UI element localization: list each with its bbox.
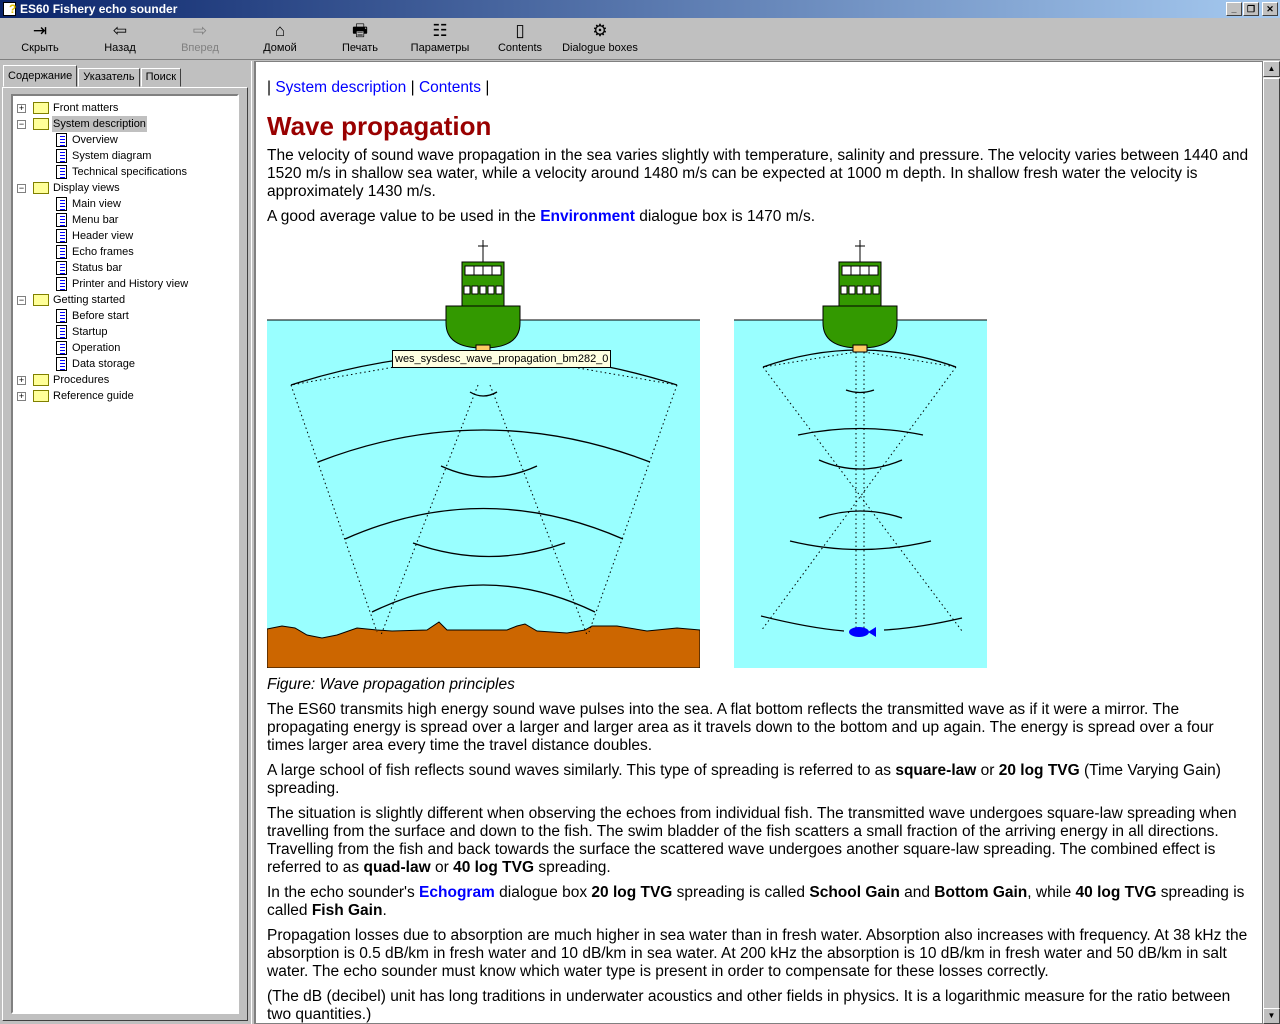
folder-icon	[33, 374, 49, 386]
bold-term: square-law	[895, 762, 977, 779]
tree-item[interactable]	[13, 292, 233, 308]
tree-item-label: Main view	[72, 198, 121, 210]
toolbar-button-label: Вперед	[181, 42, 219, 54]
text: (The dB (decibel) unit has long traditions in underwater acoustics and other fields in physics. It is a logarithmic measure for the ratio between two quantities.)	[267, 988, 1231, 1023]
text: or	[976, 762, 999, 779]
open-folder-icon	[33, 294, 49, 306]
paragraph	[267, 147, 1252, 201]
paragraph	[267, 762, 1252, 798]
tree-item-label: Header view	[72, 230, 134, 242]
text: In the echo sounder's	[267, 884, 420, 901]
scroll-thumb[interactable]	[1263, 78, 1280, 1013]
text: The ES60 transmits high energy sound wave pulses into the sea. A flat bottom reflects the transmitted wave as if it were a mirror. The propagating energy is spread over a larger and larger area as it travels down to the bottom and up again. The energy is spread over a four times larger area every time the travel distance doubles.	[267, 701, 1214, 754]
tree-item[interactable]	[13, 212, 233, 228]
tree-item-label: Status bar	[72, 262, 123, 274]
page-icon	[56, 133, 67, 147]
tree-item[interactable]	[13, 148, 233, 164]
tree-item-label: Echo frames	[72, 246, 134, 258]
link-environment[interactable]: Environment	[540, 208, 635, 225]
toolbar-button-label: Назад	[104, 42, 136, 54]
text: (Time Varying Gain) spreading.	[267, 762, 1221, 797]
topic-pane	[255, 61, 1263, 1024]
tree-item[interactable]	[13, 116, 233, 132]
navigation-pane	[0, 61, 251, 1024]
tab-search[interactable]: Поиск	[141, 68, 181, 87]
page-icon	[56, 325, 67, 339]
bold-term: 20 log TVG	[591, 884, 673, 901]
tree-item[interactable]	[13, 356, 233, 372]
tree-item[interactable]	[13, 388, 233, 404]
wave-propagation-bottom-diagram	[267, 238, 700, 668]
tree-item[interactable]	[13, 276, 233, 292]
text: spreading is called	[267, 884, 1245, 919]
tree-item[interactable]	[13, 164, 233, 180]
open-folder-icon	[33, 118, 49, 130]
tree-item[interactable]	[13, 260, 233, 276]
text: A large school of fish reflects sound waves similarly. This type of spreading is referred to as	[267, 762, 896, 779]
paragraph	[267, 927, 1252, 981]
page-icon	[56, 357, 67, 371]
tree-item-label: Data storage	[72, 358, 135, 370]
page-icon	[56, 261, 67, 275]
tree-item[interactable]	[13, 132, 233, 148]
toolbar-button-label: Скрыть	[21, 42, 59, 54]
tree-item[interactable]	[13, 340, 233, 356]
ship-icon	[446, 240, 520, 352]
minimize-button[interactable]: _	[1226, 2, 1242, 16]
printer-icon: 🖶	[351, 21, 369, 40]
tree-item-label: Procedures	[53, 374, 110, 386]
restore-button[interactable]: ❐	[1243, 2, 1259, 16]
page-icon	[56, 149, 67, 163]
scroll-up-button[interactable]: ▲	[1263, 61, 1280, 77]
tree-item-label: Startup	[72, 326, 108, 338]
paragraph	[267, 701, 1252, 755]
toolbar-button-label: Contents	[497, 42, 543, 54]
link-echogram[interactable]: Echogram	[419, 884, 495, 901]
bold-term: 40 log TVG	[1075, 884, 1157, 901]
figure-caption: Figure: Wave propagation principles	[267, 676, 515, 693]
tree-item-label: Menu bar	[72, 214, 119, 226]
text: spreading.	[534, 859, 611, 876]
collapse-icon[interactable]: −	[18, 183, 25, 193]
text: The velocity of sound wave propagation in the sea varies slightly with temperature, salinity and pressure. The velocity varies between 1440 and 1520 m/s in shallow sea water, while a velocity around 1480 m/s can be expected at 1000 m depth. In shallow fresh water the velocity is approximately 1430 m/s.	[267, 147, 1249, 200]
text: A good average value to be used in the	[267, 208, 541, 225]
bold-term: 20 log TVG	[998, 762, 1080, 779]
page-icon	[56, 245, 67, 259]
ship-icon	[823, 240, 897, 352]
toolbar-button-hide[interactable]	[0, 20, 80, 54]
breadcrumb	[267, 79, 1252, 97]
scroll-down-button[interactable]: ▼	[1263, 1008, 1280, 1024]
tree-item-label: Reference guide	[53, 390, 134, 402]
tree-item-label: Before start	[72, 310, 129, 322]
expand-icon[interactable]: +	[18, 375, 25, 385]
toolbar-button-contents[interactable]	[480, 20, 560, 54]
text: .	[382, 902, 387, 919]
paragraph	[267, 988, 1252, 1024]
toolbar-button-dialogue-boxes[interactable]	[560, 20, 640, 54]
text: or	[430, 859, 454, 876]
text: The situation is slightly different when observing the echoes from individual fish. The transmitted wave undergoes square-law spreading when travelling from the surface and down to the fish. The swim bladder of the fish scatters a small fraction of the arriving energy in all directions. Travelling from the fish and back towards the surface the scattered wave undergoes another square-law spreading. The combined effect is referred to as	[267, 805, 1237, 876]
folder-icon	[33, 390, 49, 402]
tree-item[interactable]	[13, 244, 233, 260]
close-button[interactable]: ✕	[1262, 2, 1278, 16]
toolbar-button-options[interactable]	[400, 20, 480, 54]
tree-item-label: Front matters	[53, 102, 119, 114]
toolbar-button-label: Печать	[341, 42, 379, 54]
tree-item-label: System description	[53, 118, 146, 130]
separator: |	[410, 79, 415, 96]
toolbar-button-label: Параметры	[410, 42, 470, 54]
page-icon	[56, 229, 67, 243]
text: spreading is called	[672, 884, 810, 901]
toolbar-button-label: Dialogue boxes	[562, 42, 638, 54]
tree-item[interactable]	[13, 308, 233, 324]
tree-item-label: Overview	[72, 134, 118, 146]
tree-item-label: System diagram	[72, 150, 152, 162]
link-system-description[interactable]: System description	[275, 79, 407, 96]
bold-term: 40 log TVG	[453, 859, 535, 876]
wave-propagation-fish-diagram	[734, 238, 987, 668]
paragraph	[267, 208, 1252, 226]
options-icon: ☷	[432, 21, 448, 40]
tab-contents[interactable]: Содержание	[3, 65, 77, 87]
tree-item[interactable]	[13, 196, 233, 212]
tree-item-label: Technical specifications	[72, 166, 187, 178]
hide-icon: ⇥	[32, 21, 48, 40]
toolbar	[0, 18, 1280, 60]
tab-index[interactable]: Указатель	[78, 68, 139, 87]
text: dialogue box	[494, 884, 592, 901]
collapse-icon[interactable]: −	[18, 119, 25, 129]
figure	[267, 238, 1252, 668]
folder-icon	[33, 102, 49, 114]
separator: |	[267, 79, 272, 96]
dialogue-boxes-icon: ⚙	[592, 21, 608, 40]
toolbar-button-label: Домой	[263, 42, 297, 54]
tree-item[interactable]	[13, 228, 233, 244]
tree-item-label: Display views	[53, 182, 120, 194]
separator: |	[485, 79, 490, 96]
text: dialogue box is 1470 m/s.	[634, 208, 816, 225]
bold-term: quad-law	[363, 859, 431, 876]
link-contents[interactable]: Contents	[418, 79, 481, 96]
help-app-icon	[3, 2, 16, 16]
toolbar-button-printer[interactable]	[320, 20, 400, 54]
text: and	[899, 884, 935, 901]
page-icon	[56, 213, 67, 227]
bold-term: School Gain	[809, 884, 900, 901]
toolbar-button-forward-arrow[interactable]	[160, 20, 240, 54]
tree-item-label: Printer and History view	[72, 278, 189, 290]
home-icon: ⌂	[274, 21, 286, 40]
toolbar-button-home[interactable]	[240, 20, 320, 54]
collapse-icon[interactable]: −	[18, 295, 25, 305]
tree-item[interactable]	[13, 372, 233, 388]
tree-item[interactable]	[13, 180, 233, 196]
expand-icon[interactable]: +	[18, 391, 25, 401]
expand-icon[interactable]: +	[18, 103, 25, 113]
title-bar	[0, 0, 1280, 18]
text: , while	[1027, 884, 1076, 901]
text: Propagation losses due to absorption are much higher in sea water than in fresh water. Absorption also increases with frequency. At 38 kHz the absorption is 0.5 dB/km in fresh water and 10 dB/km in sea water. At 200 kHz the absorption is 10 dB/km in fresh water and 50 dB/km in salt water. The echo sounder must know which water type is present in order to compensate for these losses correctly.	[267, 927, 1248, 980]
paragraph	[267, 884, 1252, 920]
open-folder-icon	[33, 182, 49, 194]
vertical-scrollbar[interactable]	[1263, 61, 1280, 1024]
page-icon	[56, 197, 67, 211]
tree-item[interactable]	[13, 324, 233, 340]
bold-term: Bottom Gain	[934, 884, 1028, 901]
tree-item-label: Getting started	[53, 294, 126, 306]
back-arrow-icon: ⇦	[112, 21, 128, 40]
paragraph	[267, 805, 1252, 877]
window-title: ES60 Fishery echo sounder	[20, 2, 178, 16]
bold-term: Fish Gain	[311, 902, 383, 919]
page-icon	[56, 165, 67, 179]
tree-item-label: Operation	[72, 342, 121, 354]
forward-arrow-icon: ⇨	[192, 21, 208, 40]
page-icon	[56, 309, 67, 323]
toolbar-button-back-arrow[interactable]	[80, 20, 160, 54]
contents-tree	[11, 94, 239, 1014]
tree-item[interactable]	[13, 100, 233, 116]
image-tooltip: wes_sysdesc_wave_propagation_bm282_0	[392, 350, 611, 368]
page-icon	[56, 341, 67, 355]
page-title: Wave propagation	[267, 111, 492, 141]
page-icon	[56, 277, 67, 291]
contents-icon: ▯	[515, 21, 525, 40]
